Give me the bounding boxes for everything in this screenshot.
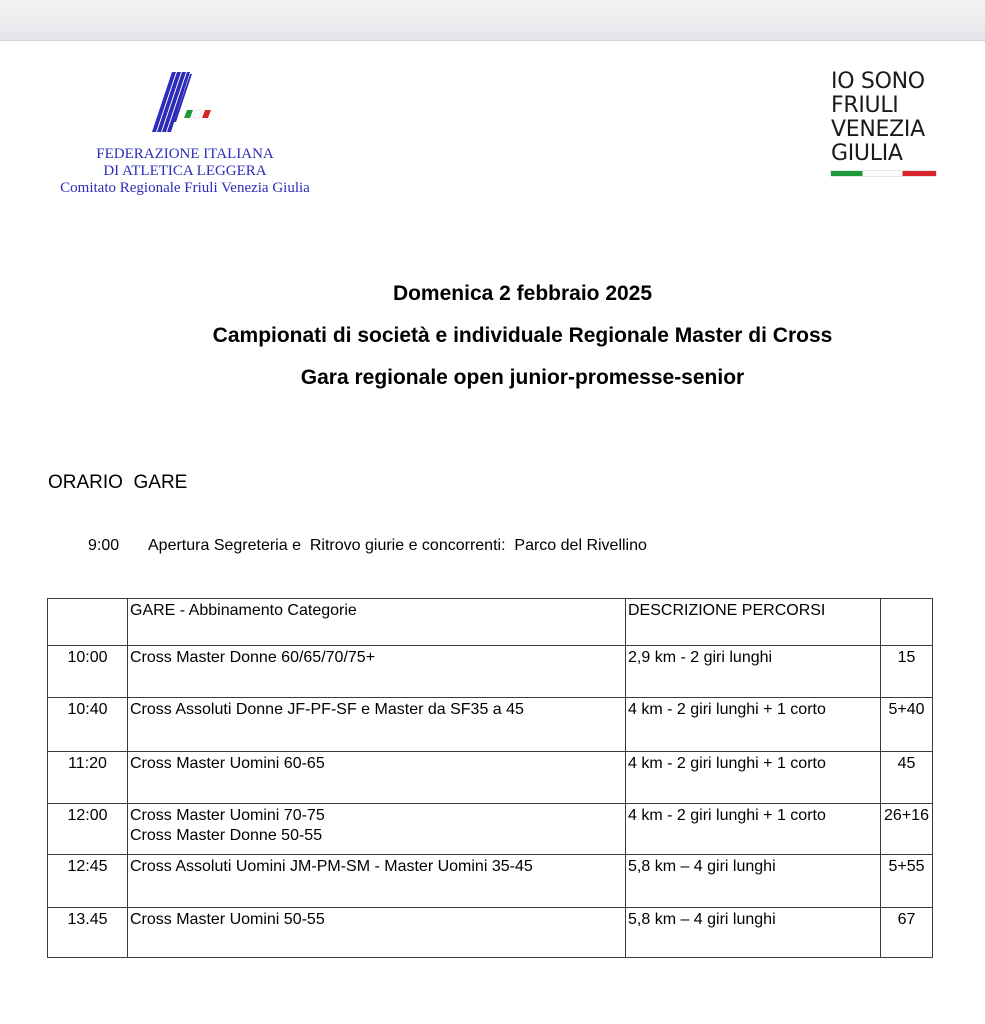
race-events <box>128 908 626 958</box>
table-row <box>48 752 933 804</box>
race-count: 5+40 <box>881 698 933 752</box>
region-logo-line-2: FRIULI <box>831 93 899 118</box>
race-count: 5+55 <box>881 855 933 908</box>
race-count: 45 <box>881 752 933 804</box>
event-date: Domenica 2 febbraio 2025 <box>392 282 653 305</box>
race-course: 5,8 km – 4 giri lunghi <box>626 855 881 908</box>
race-course: 2,9 km - 2 giri lunghi <box>626 646 881 698</box>
table-row <box>48 646 933 698</box>
header-cell-course: DESCRIZIONE PERCORSI <box>626 599 881 646</box>
federation-line-2: DI ATLETICA LEGGERA <box>103 163 267 179</box>
race-event-line: Cross Assoluti Donne JF-PF-SF e Master da SF35 a 45 <box>130 701 524 718</box>
viewer-top-bar <box>0 0 985 41</box>
header-cell-count <box>881 599 933 646</box>
schedule-table <box>47 598 933 958</box>
race-time: 11:20 <box>48 752 128 804</box>
race-event-line: Cross Master Uomini 70-75 <box>130 807 325 824</box>
race-events <box>128 646 626 698</box>
region-logo <box>831 70 925 166</box>
italian-flag-stripe-icon <box>831 171 936 176</box>
race-course: 4 km - 2 giri lunghi + 1 corto <box>626 804 881 855</box>
header-cell-events: GARE - Abbinamento Categorie <box>128 599 626 646</box>
race-time: 10:00 <box>48 646 128 698</box>
opening-time: 9:00 <box>88 537 120 554</box>
race-event-line: Cross Master Uomini 50-55 <box>130 911 325 928</box>
race-course: 4 km - 2 giri lunghi + 1 corto <box>626 698 881 752</box>
race-event-line: Cross Master Donne 50-55 <box>130 827 323 844</box>
opening-text: Apertura Segreteria e Ritrovo giurie e concorrenti: Parco del Rivellino <box>148 537 647 554</box>
section-title: ORARIO GARE <box>48 472 188 493</box>
table-row <box>48 804 933 855</box>
federation-line-3: Comitato Regionale Friuli Venezia Giulia <box>60 180 310 196</box>
race-course: 5,8 km – 4 giri lunghi <box>626 908 881 958</box>
race-time: 13.45 <box>48 908 128 958</box>
race-count: 67 <box>881 908 933 958</box>
race-time: 10:40 <box>48 698 128 752</box>
race-time: 12:45 <box>48 855 128 908</box>
race-count: 26+16 <box>881 804 933 855</box>
event-title: Campionati di società e individuale Regionale Master di Cross <box>212 324 833 347</box>
table-header-row <box>48 599 933 646</box>
race-event-line: Cross Master Uomini 60-65 <box>130 755 325 772</box>
table-row <box>48 698 933 752</box>
race-event-line: Cross Assoluti Uomini JM-PM-SM - Master Uomini 35-45 <box>130 858 533 875</box>
federation-line-1: FEDERAZIONE ITALIANA <box>96 146 274 162</box>
opening-line <box>88 537 647 555</box>
race-event-line: Cross Master Donne 60/65/70/75+ <box>130 649 376 666</box>
race-events <box>128 804 626 855</box>
table-row <box>48 908 933 958</box>
race-count: 15 <box>881 646 933 698</box>
race-events <box>128 855 626 908</box>
header-cell-time <box>48 599 128 646</box>
region-logo-line-4: GIULIA <box>831 141 903 166</box>
region-logo-line-1: IO SONO <box>831 69 925 94</box>
race-time: 12:00 <box>48 804 128 855</box>
event-titles <box>0 278 985 404</box>
federation-name <box>40 146 330 197</box>
region-logo-line-3: VENEZIA <box>831 117 925 142</box>
fidal-logo-icon <box>150 70 222 134</box>
race-events <box>128 752 626 804</box>
table-row <box>48 855 933 908</box>
race-events <box>128 698 626 752</box>
race-course: 4 km - 2 giri lunghi + 1 corto <box>626 752 881 804</box>
event-subtitle: Gara regionale open junior-promesse-senior <box>300 366 745 389</box>
